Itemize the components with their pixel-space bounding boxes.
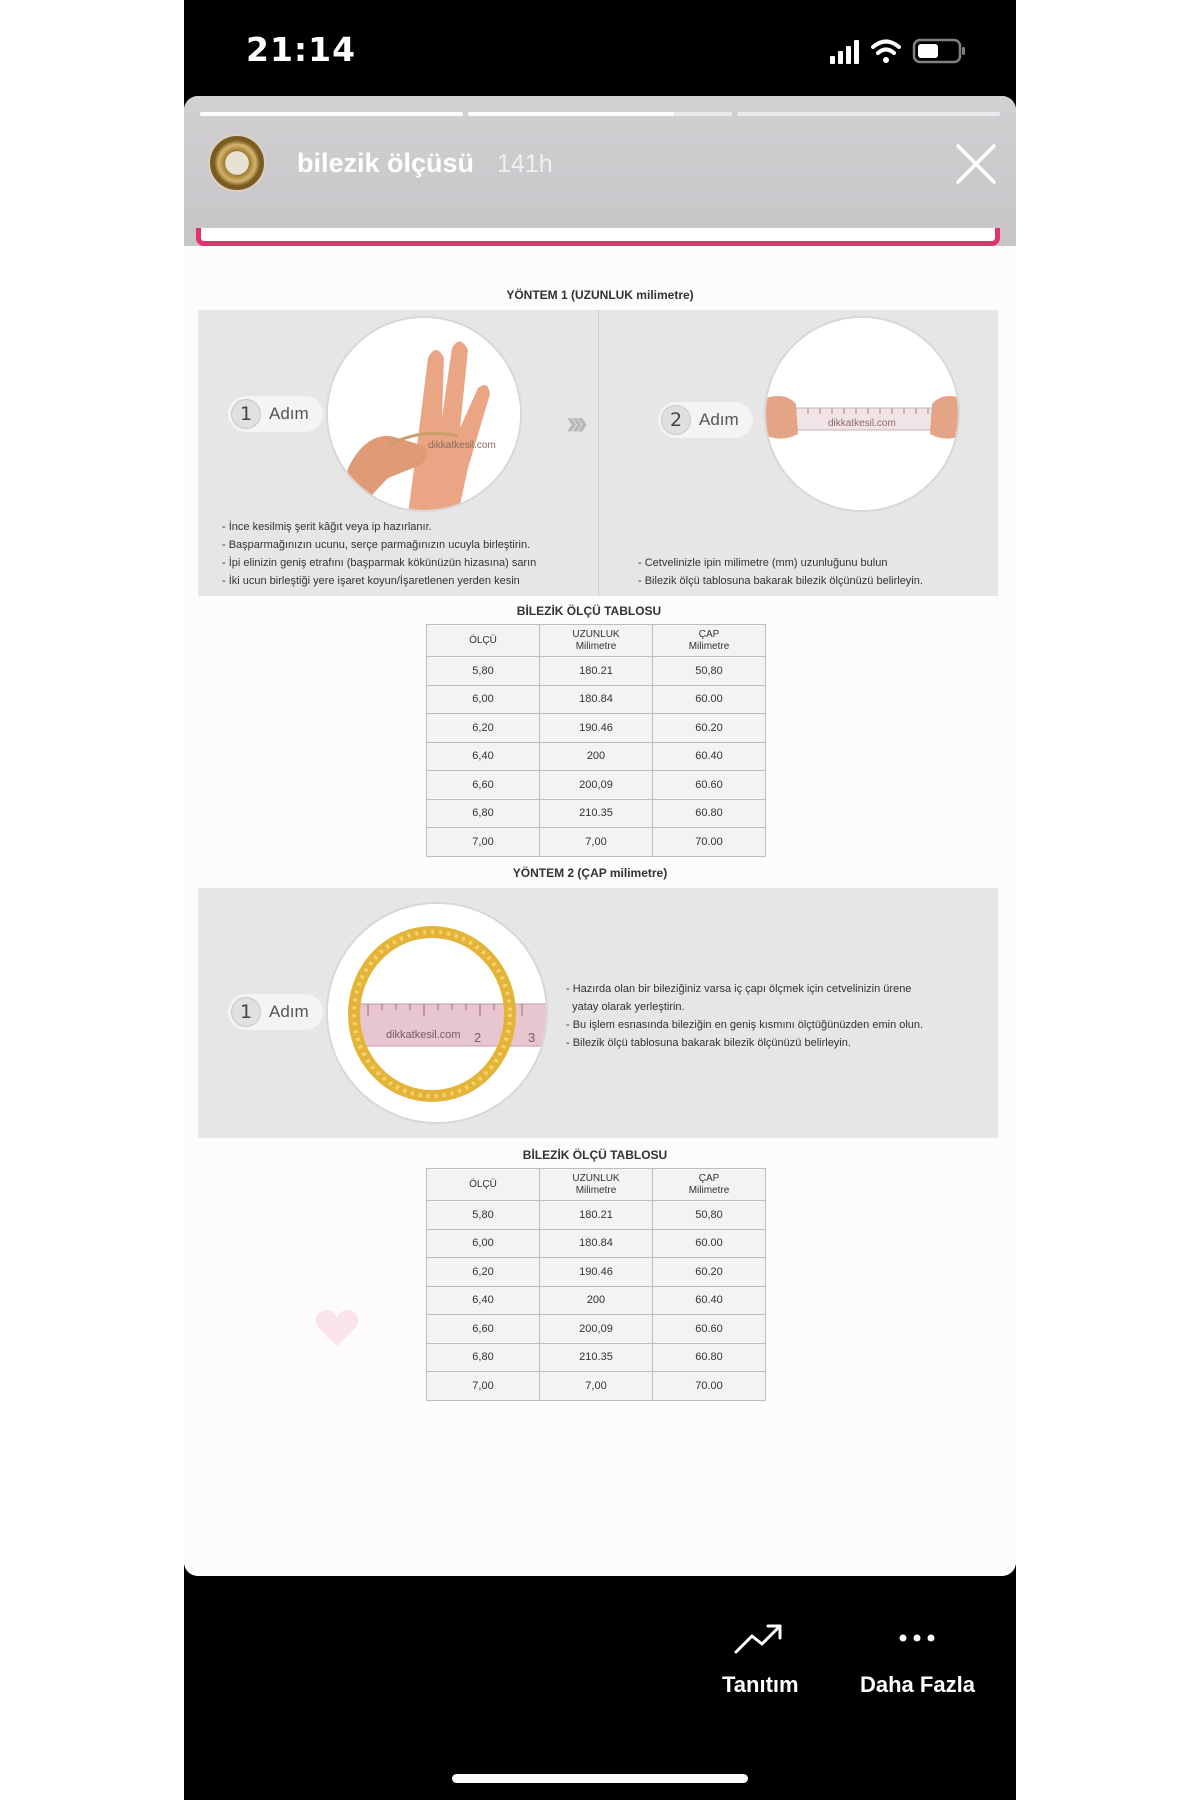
progress-segment (737, 112, 1000, 116)
table-header-row (427, 1169, 766, 1201)
step-label: Adım (699, 410, 739, 429)
table-row (427, 685, 766, 714)
note-item: - Hazırda olan bir bileziğiniz varsa iç çapı ölçmek için cetvelinizin ürene (566, 983, 912, 995)
table-row (427, 799, 766, 828)
table-cell: 50,80 (653, 1201, 766, 1230)
column-header (653, 625, 766, 657)
table-row (427, 657, 766, 686)
method2-panel (198, 888, 998, 1138)
table-cell: 60.40 (653, 1286, 766, 1315)
header-line: Milimetre (575, 1184, 617, 1196)
status-bar (184, 0, 1016, 96)
table-row (427, 828, 766, 857)
table-cell: 50,80 (653, 657, 766, 686)
promote-button[interactable] (722, 1620, 799, 1698)
progress-segment (200, 112, 463, 116)
header-line: Milimetre (688, 640, 730, 652)
bangle-measure-image (326, 902, 548, 1124)
story-footer-area (184, 1464, 1016, 1576)
table-cell: 200 (540, 742, 653, 771)
promote-label: Tanıtım (722, 1672, 799, 1697)
note-item: - İki ucun birleştiği yere işaret koyun/İşaretlenen yerden kesin (222, 575, 520, 587)
hand-measure-image (326, 316, 522, 512)
method1-title: YÖNTEM 1 (UZUNLUK milimetre) (506, 288, 694, 302)
table-cell: 7,00 (540, 1372, 653, 1401)
table-cell: 190.46 (540, 714, 653, 743)
image-watermark: dikkatkesil.com (828, 418, 896, 429)
progress-fill (468, 112, 673, 116)
table-cell: 5,80 (427, 1201, 540, 1230)
table-header-row (427, 625, 766, 657)
table-cell: 6,60 (427, 1315, 540, 1344)
note-item: - İpi elinizin geniş etrafını (başparmak kökünüzün hizasına) sarın (222, 557, 537, 569)
status-icons (830, 36, 980, 66)
table-cell: 180.84 (540, 685, 653, 714)
battery-icon (914, 40, 965, 62)
phone-screen (184, 0, 1016, 1800)
table-row (427, 1315, 766, 1344)
column-header (540, 1169, 653, 1201)
table-cell: 6,00 (427, 1229, 540, 1258)
more-dots-icon (891, 1620, 943, 1656)
table-cell: 200,09 (540, 1315, 653, 1344)
table-row (427, 1229, 766, 1258)
table-cell: 5,80 (427, 657, 540, 686)
table-cell: 60.80 (653, 799, 766, 828)
step-number: 2 (661, 405, 691, 435)
header-line: Milimetre (688, 1184, 730, 1196)
story-viewer[interactable] (184, 96, 1016, 1576)
table-cell: 60.60 (653, 1315, 766, 1344)
method1-panel (198, 310, 998, 596)
table-cell: 6,00 (427, 685, 540, 714)
table-row (427, 714, 766, 743)
method1-step2-notes (638, 554, 923, 590)
table-cell: 60.20 (653, 1258, 766, 1287)
image-watermark: dikkatkesil.com (428, 440, 496, 451)
table-cell: 60.00 (653, 1229, 766, 1258)
step-number: 1 (231, 399, 261, 429)
note-item: - Bilezik ölçü tablosuna bakarak bilezik ölçünüzü belirleyin. (566, 1037, 851, 1049)
note-item: yatay olarak yerleştirin. (566, 1001, 685, 1013)
table-cell: 6,40 (427, 742, 540, 771)
table-cell: 210.35 (540, 799, 653, 828)
column-header: ÖLÇÜ (427, 1169, 540, 1201)
table-cell: 7,00 (427, 1372, 540, 1401)
panel-divider (598, 310, 599, 596)
method2-title: YÖNTEM 2 (ÇAP milimetre) (512, 866, 668, 880)
column-header: ÖLÇÜ (427, 625, 540, 657)
column-header (540, 625, 653, 657)
table-row (427, 742, 766, 771)
note-item: - Bu işlem esnasında bileziğin en geniş kısmını ölçtüğünüzden emin olun. (566, 1019, 924, 1031)
note-item: - Başparmağınızın ucunu, serçe parmağınızın ucuyla birleştirin. (222, 539, 531, 551)
close-icon[interactable] (954, 142, 998, 186)
status-time: 21:14 (246, 30, 357, 69)
method2-step1-pill (228, 994, 323, 1030)
hand-illustration (328, 318, 522, 512)
header-line: UZUNLUK (572, 628, 620, 640)
table-cell: 210.35 (540, 1343, 653, 1372)
table-cell: 180.21 (540, 1201, 653, 1230)
table-row (427, 1258, 766, 1287)
story-timestamp: 141h (497, 150, 553, 178)
table-cell: 60.60 (653, 771, 766, 800)
heart-icon (314, 1308, 360, 1348)
ruler-measure-image (764, 316, 960, 512)
note-item: - Bilezik ölçü tablosuna bakarak bilezik ölçünüzü belirleyin. (638, 575, 923, 587)
note-item: - İnce kesilmiş şerit kâğıt veya ip hazırlanır. (222, 521, 432, 533)
table-row (427, 771, 766, 800)
bangle-illustration (328, 904, 548, 1124)
table-row (427, 1343, 766, 1372)
table-cell: 6,60 (427, 771, 540, 800)
more-button[interactable] (860, 1620, 975, 1698)
step-number: 1 (231, 997, 261, 1027)
method2-notes (566, 980, 923, 1052)
step-label: Adım (269, 404, 309, 423)
table-cell: 6,80 (427, 1343, 540, 1372)
header-line: UZUNLUK (572, 1172, 620, 1184)
table-cell: 60.00 (653, 685, 766, 714)
table-cell: 6,20 (427, 714, 540, 743)
table-row (427, 1201, 766, 1230)
next-step-arrows: ››› (566, 404, 582, 442)
table2-title: BİLEZİK ÖLÇÜ TABLOSU (522, 1148, 668, 1162)
table-cell: 6,20 (427, 1258, 540, 1287)
more-label: Daha Fazla (860, 1672, 975, 1697)
method1-step2-pill (658, 402, 753, 438)
accent-frame (196, 228, 1000, 246)
table-cell: 7,00 (427, 828, 540, 857)
avatar[interactable] (208, 134, 266, 192)
cellular-signal-icon (830, 40, 859, 64)
story-progress (200, 112, 1000, 116)
table-cell: 6,40 (427, 1286, 540, 1315)
progress-segment (468, 112, 731, 116)
step-label: Adım (269, 1002, 309, 1021)
table-cell: 180.84 (540, 1229, 653, 1258)
table-cell: 200 (540, 1286, 653, 1315)
story-username[interactable]: bilezik ölçüsü (297, 148, 475, 178)
size-table-1 (426, 624, 766, 857)
ruler-illustration (766, 318, 960, 512)
table-row (427, 1372, 766, 1401)
ruler-mark: 3 (528, 1030, 536, 1045)
table-cell: 190.46 (540, 1258, 653, 1287)
table1-title: BİLEZİK ÖLÇÜ TABLOSU (516, 604, 662, 618)
method1-step1-pill (228, 396, 323, 432)
header-line: ÇAP (698, 628, 720, 640)
table-cell: 60.40 (653, 742, 766, 771)
table-cell: 180.21 (540, 657, 653, 686)
table-cell: 7,00 (540, 828, 653, 857)
header-line: ÇAP (698, 1172, 720, 1184)
table-cell: 70.00 (653, 1372, 766, 1401)
home-indicator[interactable] (452, 1774, 748, 1783)
ruler-mark: 2 (474, 1030, 482, 1045)
table-cell: 70.00 (653, 828, 766, 857)
method1-step1-notes (222, 518, 536, 590)
image-watermark: dikkatkesil.com (386, 1029, 461, 1041)
size-table-2 (426, 1168, 766, 1401)
progress-fill (200, 112, 463, 116)
header-line: Milimetre (575, 640, 617, 652)
column-header (653, 1169, 766, 1201)
wifi-icon (873, 42, 899, 64)
table-row (427, 1286, 766, 1315)
table-cell: 60.80 (653, 1343, 766, 1372)
table-cell: 6,80 (427, 799, 540, 828)
table-cell: 200,09 (540, 771, 653, 800)
table-cell: 60.20 (653, 714, 766, 743)
note-item: - Cetvelinizle ipin milimetre (mm) uzunluğunu bulun (638, 557, 888, 569)
trending-up-icon (734, 1620, 786, 1656)
